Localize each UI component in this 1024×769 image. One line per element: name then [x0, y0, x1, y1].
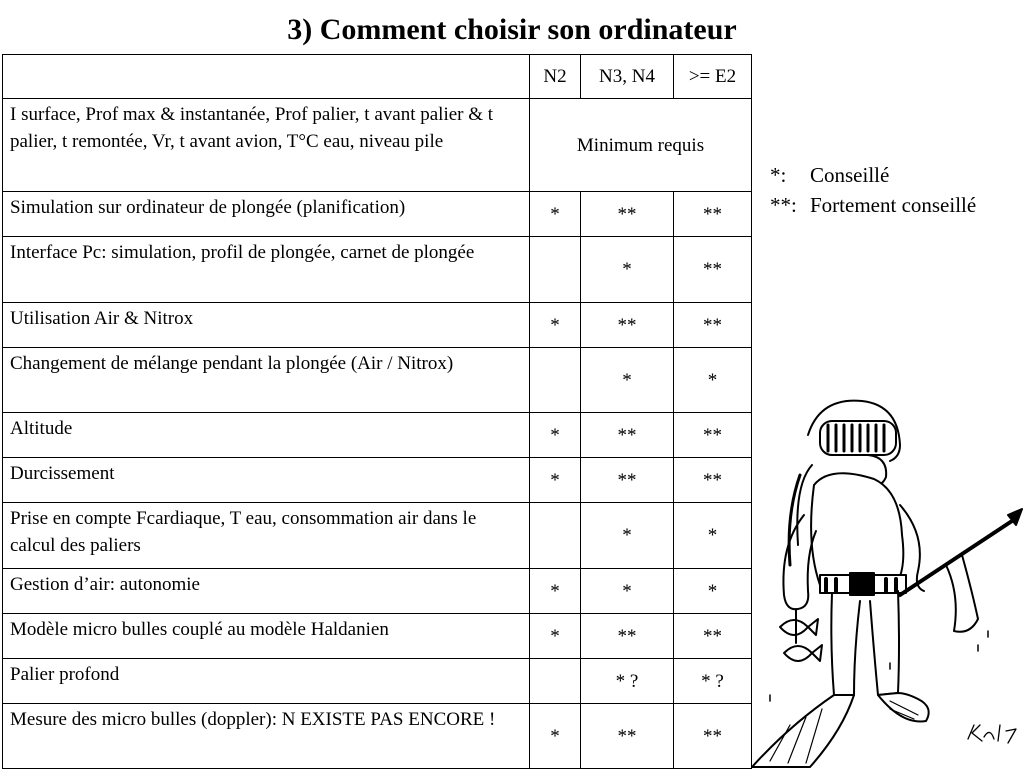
rating-cell-n2: * [530, 413, 581, 458]
rating-cell-n3-n4: ** [581, 704, 674, 769]
rating-cell-n2: * [530, 458, 581, 503]
header-cell-n2: N2 [530, 55, 581, 99]
rating-cell-e2: ** [674, 413, 752, 458]
row-label: Interface Pc: simulation, profil de plongée, carnet de plongée [3, 237, 530, 303]
row-label: Utilisation Air & Nitrox [3, 303, 530, 348]
header-cell-n3-n4: N3, N4 [581, 55, 674, 99]
legend-item-conseille [770, 160, 976, 190]
table-row [3, 704, 752, 769]
row-label: Gestion d’air: autonomie [3, 569, 530, 614]
table-row [3, 237, 752, 303]
table-row [3, 503, 752, 569]
rating-cell-e2: * [674, 348, 752, 413]
table-row [3, 659, 752, 704]
comparison-table [2, 54, 752, 769]
rating-cell-n3-n4: * [581, 348, 674, 413]
legend-key: **: [770, 193, 797, 217]
rating-cell-n3-n4: * [581, 237, 674, 303]
minimum-row-label: I surface, Prof max & instantanée, Prof palier, t avant palier & t palier, t remontée, Vr, t avant avion, T°C eau, niveau pile [3, 99, 530, 192]
rating-cell-e2: ** [674, 458, 752, 503]
rating-cell-n3-n4: ** [581, 614, 674, 659]
row-label: Prise en compte Fcardiaque, T eau, consommation air dans le calcul des paliers [3, 503, 530, 569]
minimum-row [3, 99, 752, 192]
rating-cell-n3-n4: * ? [581, 659, 674, 704]
rating-cell-e2: * [674, 503, 752, 569]
rating-cell-n3-n4: ** [581, 458, 674, 503]
rating-cell-n3-n4: * [581, 569, 674, 614]
header-cell-empty [3, 55, 530, 99]
rating-cell-n2: * [530, 569, 581, 614]
rating-cell-e2: ** [674, 237, 752, 303]
legend-key: *: [770, 163, 787, 187]
legend-item-fortement-conseille [770, 190, 976, 220]
rating-cell-e2: ** [674, 704, 752, 769]
table-row [3, 614, 752, 659]
table-row [3, 413, 752, 458]
rating-cell-n2: * [530, 192, 581, 237]
legend-text: Fortement conseillé [810, 193, 977, 217]
row-label: Altitude [3, 413, 530, 458]
rating-cell-e2: ** [674, 614, 752, 659]
rating-cell-n2 [530, 659, 581, 704]
header-cell-e2: >= E2 [674, 55, 752, 99]
diver-cartoon-icon [750, 395, 1024, 768]
legend [770, 160, 976, 220]
rating-cell-e2: * [674, 569, 752, 614]
rating-cell-n3-n4: ** [581, 413, 674, 458]
rating-cell-n3-n4: ** [581, 303, 674, 348]
table-row [3, 458, 752, 503]
rating-cell-e2: ** [674, 303, 752, 348]
table-row [3, 303, 752, 348]
row-label: Palier profond [3, 659, 530, 704]
row-label: Mesure des micro bulles (doppler): N EXISTE PAS ENCORE ! [3, 704, 530, 769]
rating-cell-n3-n4: ** [581, 192, 674, 237]
table-row [3, 569, 752, 614]
header-row [3, 55, 752, 99]
legend-text: Conseillé [810, 163, 890, 187]
row-label: Changement de mélange pendant la plongée (Air / Nitrox) [3, 348, 530, 413]
rating-cell-n2 [530, 503, 581, 569]
rating-cell-n2 [530, 348, 581, 413]
minimum-row-value: Minimum requis [530, 99, 752, 192]
table-row [3, 192, 752, 237]
rating-cell-n3-n4: * [581, 503, 674, 569]
table-row [3, 348, 752, 413]
rating-cell-n2: * [530, 303, 581, 348]
page-title: 3) Comment choisir son ordinateur [287, 13, 737, 46]
rating-cell-n2: * [530, 614, 581, 659]
row-label: Durcissement [3, 458, 530, 503]
row-label: Modèle micro bulles couplé au modèle Haldanien [3, 614, 530, 659]
table-body [3, 55, 752, 769]
rating-cell-e2: ** [674, 192, 752, 237]
rating-cell-n2 [530, 237, 581, 303]
row-label: Simulation sur ordinateur de plongée (planification) [3, 192, 530, 237]
rating-cell-n2: * [530, 704, 581, 769]
rating-cell-e2: * ? [674, 659, 752, 704]
